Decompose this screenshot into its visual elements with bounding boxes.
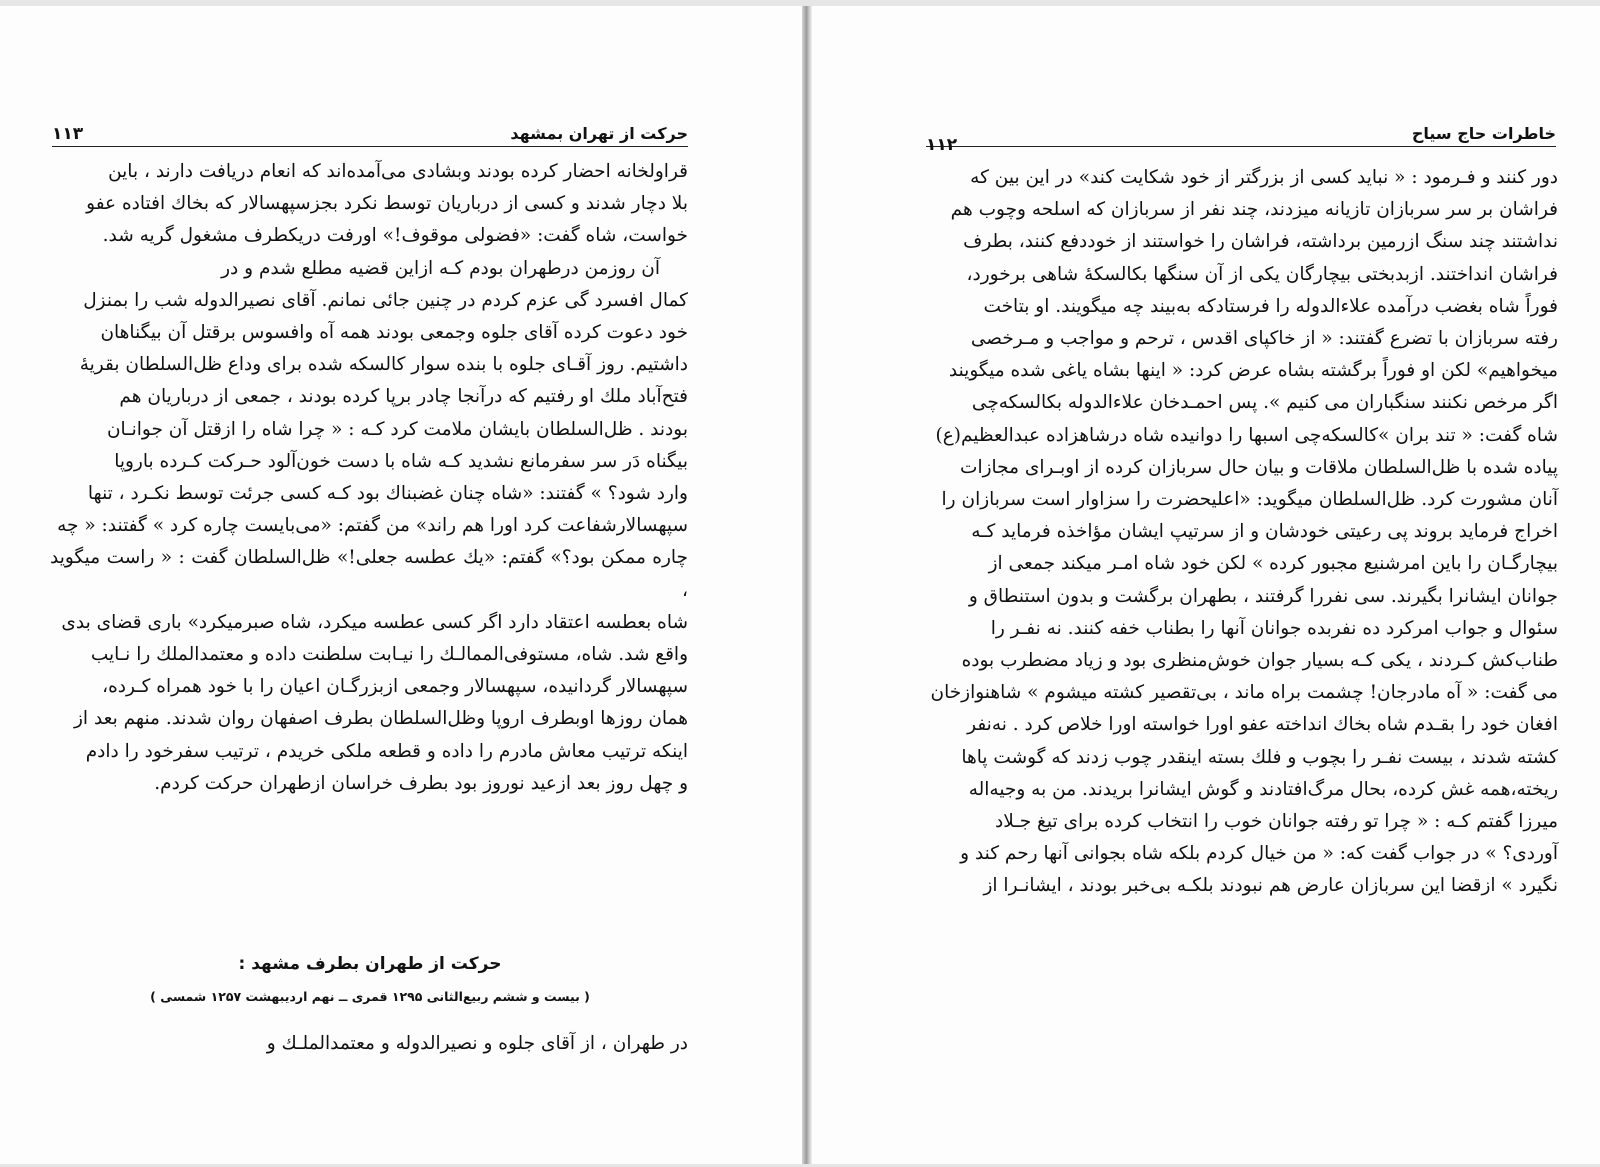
right-body-text <box>924 162 1558 903</box>
closing-line: در طهران ، از آقای جلوه و نصیرالدوله و معتمدالملـك و <box>266 1033 688 1054</box>
text-line: آن روزمن درطهران بودم کـه ازاین قضیه مطلع شدم و در <box>221 257 660 279</box>
left-page <box>0 6 802 1164</box>
text-line: فتح‌آباد ملك او رفتیم که درآنجا چادر برپا کرده بودند ، جمعی از درباریان هم <box>119 386 688 408</box>
text-line: واقع شد. شاه، مستوفی‌الممالـك را نیـابت سلطنت داده و معتمدالملك را نـایب <box>90 644 688 666</box>
text-line: شاه گفت: « تند بران »کالسکه‌چی اسبها را دوانیده شاه درشاهزاده عبدالعظیم(ع) <box>935 424 1558 446</box>
text-line: دور کنند و فـرمود : « نباید کسی از بزرگتر از خود شکایت کند» در این بین که <box>970 167 1558 188</box>
text-line: میرزا گفتم کـه : « چرا تو رفته جوانان خوب را انتخاب کرده برای تیغ جـلاد <box>995 811 1558 833</box>
text-line: آوردی؟ » در جواب گفت که: « من خیال کردم بلکه شاه بجوانی آنها رحم کند و <box>960 843 1558 865</box>
text-line: سپهسالار گردانیده، سپهسالار وجمعی ازبزرگـان اعیان را با خود همراه کـرده، <box>102 676 688 698</box>
text-line: میخواهیم» لکن او فوراً برگشته بشاه عرض کرد: « اینها بشاه یاغی شده میگویند <box>948 360 1558 382</box>
text-line: بلا دچار شدند و کسی از درباریان توسط نکرد بجزسپهسالار که بخاك افتاده عفو <box>86 193 688 215</box>
text-line: بودند . ظل‌السلطان بایشان ملامت کرد کـه : « چرا شاه را ازقتل آن جوانـان <box>106 418 688 440</box>
text-line: کشته شدند ، بیست نفـر را بچوب و فلك بسته اینقدر چوب زدند که گوشت پاها <box>961 746 1558 768</box>
text-line: بیچارگـان را باین امرشنیع مجبور کرده » لکن خود شاه امـر میکند جمعی از <box>988 553 1558 575</box>
text-line: اگر مرخص نکنند سنگباران می کنیم ». پس احمـدخان علاءالدوله بکالسکه‌چی <box>971 392 1558 414</box>
text-line: بیگناه دَر سر سفرمانع نشدید کـه شاه با دست خون‌آلود حـرکت کـرده باروپا <box>114 450 688 472</box>
text-line: نداشتند چند سنگ ازرمین برداشته، فراشان را خواستند از خوددفع کنند، بطرف <box>963 231 1558 253</box>
text-line: اخراج فرماید بروند پی رعیتی خودشان و از سرتیپ ایشان مؤاخذه فرماید کـه <box>971 521 1558 543</box>
text-line: قراولخانه احضار کرده بودند وبشادی می‌آمده‌اند که انعام دریافت دارند ، باین <box>108 161 688 182</box>
right-page-header <box>926 116 1556 155</box>
text-line: شاه بعطسه اعتقاد دارد اگر کسی عطسه میکرد، شاه صبرمیکرد» باری قضای بدی <box>61 611 688 633</box>
text-line: آنان مشورت کرد. ظل‌السلطان میگوید: «اعلیحضرت را سزاوار است سربازان را <box>941 489 1558 511</box>
book-spread <box>0 6 1600 1164</box>
text-line: ریخته،همه غش کرده، بحال مرگ‌افتادند و گوش ایشانرا بریدند. من به وجیه‌اله <box>968 778 1558 800</box>
text-line: جوانان ایشانرا بگیرند. سی نفررا گرفتند ، بطهران برگشت و بدون استنطاق و <box>968 585 1558 607</box>
text-line: وارد شود؟ » گفتند: «شاه چنان غضبناك بود کـه کسی جرئت توسط نکـرد ، تنها <box>87 483 688 505</box>
text-line: طناب‌کش کـردند ، یکی کـه بسیار جوان خوش‌منظری بود و زیاد مضطرب بوده <box>961 650 1558 672</box>
left-body-text <box>50 156 688 800</box>
running-title: خاطرات حاج سیاح <box>1411 124 1556 143</box>
book-gutter <box>802 6 812 1164</box>
text-line: داشتیم. روز آقـای جلوه با بنده سوار کالسکه شده برای وداع ظل‌السلطان بقریهٔ <box>79 354 688 376</box>
text-line: نگیرد » ازقضا این سربازان عارض هم نبودند بلکـه بی‌خبر بودند ، ایشانـرا از <box>983 875 1558 897</box>
text-line: می گفت: « آه مادرجان! چشمت براه ماند ، بی‌تقصیر کشته میشوم » شاهنوازخان <box>930 682 1558 704</box>
text-line: همان روزها اوبطرف اروپا وظل‌السلطان بطرف اصفهان روان شدند. منهم بعد از <box>73 708 688 730</box>
text-line: اینکه ترتیب معاش مادرم را داده و قطعه ملکی خریدم ، ترتیب سفرخود را دادم <box>85 740 688 762</box>
text-line: و چهل روز بعد ازعید نوروز بود بطرف خراسان ازطهران حرکت کردم. <box>154 772 688 794</box>
page-number: ۱۱۲ <box>926 135 958 155</box>
text-line: سئوال و جواب امرکرد ده نفربده جوانان آنها را بطناب خفه کنند. نه نفـر را <box>990 617 1558 639</box>
text-line: خود دعوت کرده آقای جلوه وجمعی بودند همه آه وافسوس برقتل آن بیگناهان <box>100 322 688 344</box>
page-number: ۱۱۳ <box>52 124 84 144</box>
section-subtitle: ( بیست و ششم ربیع‌الثانی ۱۲۹۵ قمری ــ نهم اردیبهشت ۱۲۵۷ شمسی ) <box>150 989 590 1004</box>
text-line: سپهسالارشفاعت کرد اورا هم راند» من گفتم: «می‌بایست چاره کرد » گفتند: « چه <box>57 515 688 537</box>
text-line: فراشان انداختند. ازبدبختی بیچارگان یکی از آن سنگها بکالسکهٔ شاهی برخورد، <box>966 263 1558 285</box>
left-page-header <box>52 116 688 147</box>
text-line: خواست، شاه گفت: «فضولی موقوف!» اورفت دریکطرف مشغول گریه شد. <box>102 225 688 247</box>
text-line: فوراً شاه بغضب درآمده علاءالدوله را فرستادکه به‌بیند چه میگویند. او بتاخت <box>983 295 1558 317</box>
text-line: رفته سربازان با تضرع گفتند: « از خاکپای اقدس ، ترحم و مواجب و مـرخصی <box>970 328 1558 350</box>
text-line: پیاده شده با ظل‌السلطان ملاقات و بیان حال سربازان کرده از اوبـرای مجازات <box>960 456 1558 478</box>
text-line: فراشان بر سر سربازان تازیانه میزدند، چند نفر از سربازان که اسلحه وچوب هم <box>950 199 1558 221</box>
text-line: افغان خود را بقـدم شاه بخاك انداخته عفو اورا خواسته اورا خلاص کرد . نه‌نفر <box>967 714 1558 736</box>
text-line: چاره ممکن بود؟» گفتم: «یك عطسه جعلی!» ظل‌السلطان گفت : « راست میگوید ، <box>50 547 688 601</box>
text-line: کمال افسرد گی عزم کردم در چنین جائی نمانم. آقای نصیرالدوله شب را بمنزل <box>83 289 688 311</box>
section-title: حرکت از طهران بطرف مشهد : <box>238 954 502 974</box>
right-page <box>812 6 1600 1164</box>
running-title: حرکت از تهران بمشهد <box>510 124 688 143</box>
